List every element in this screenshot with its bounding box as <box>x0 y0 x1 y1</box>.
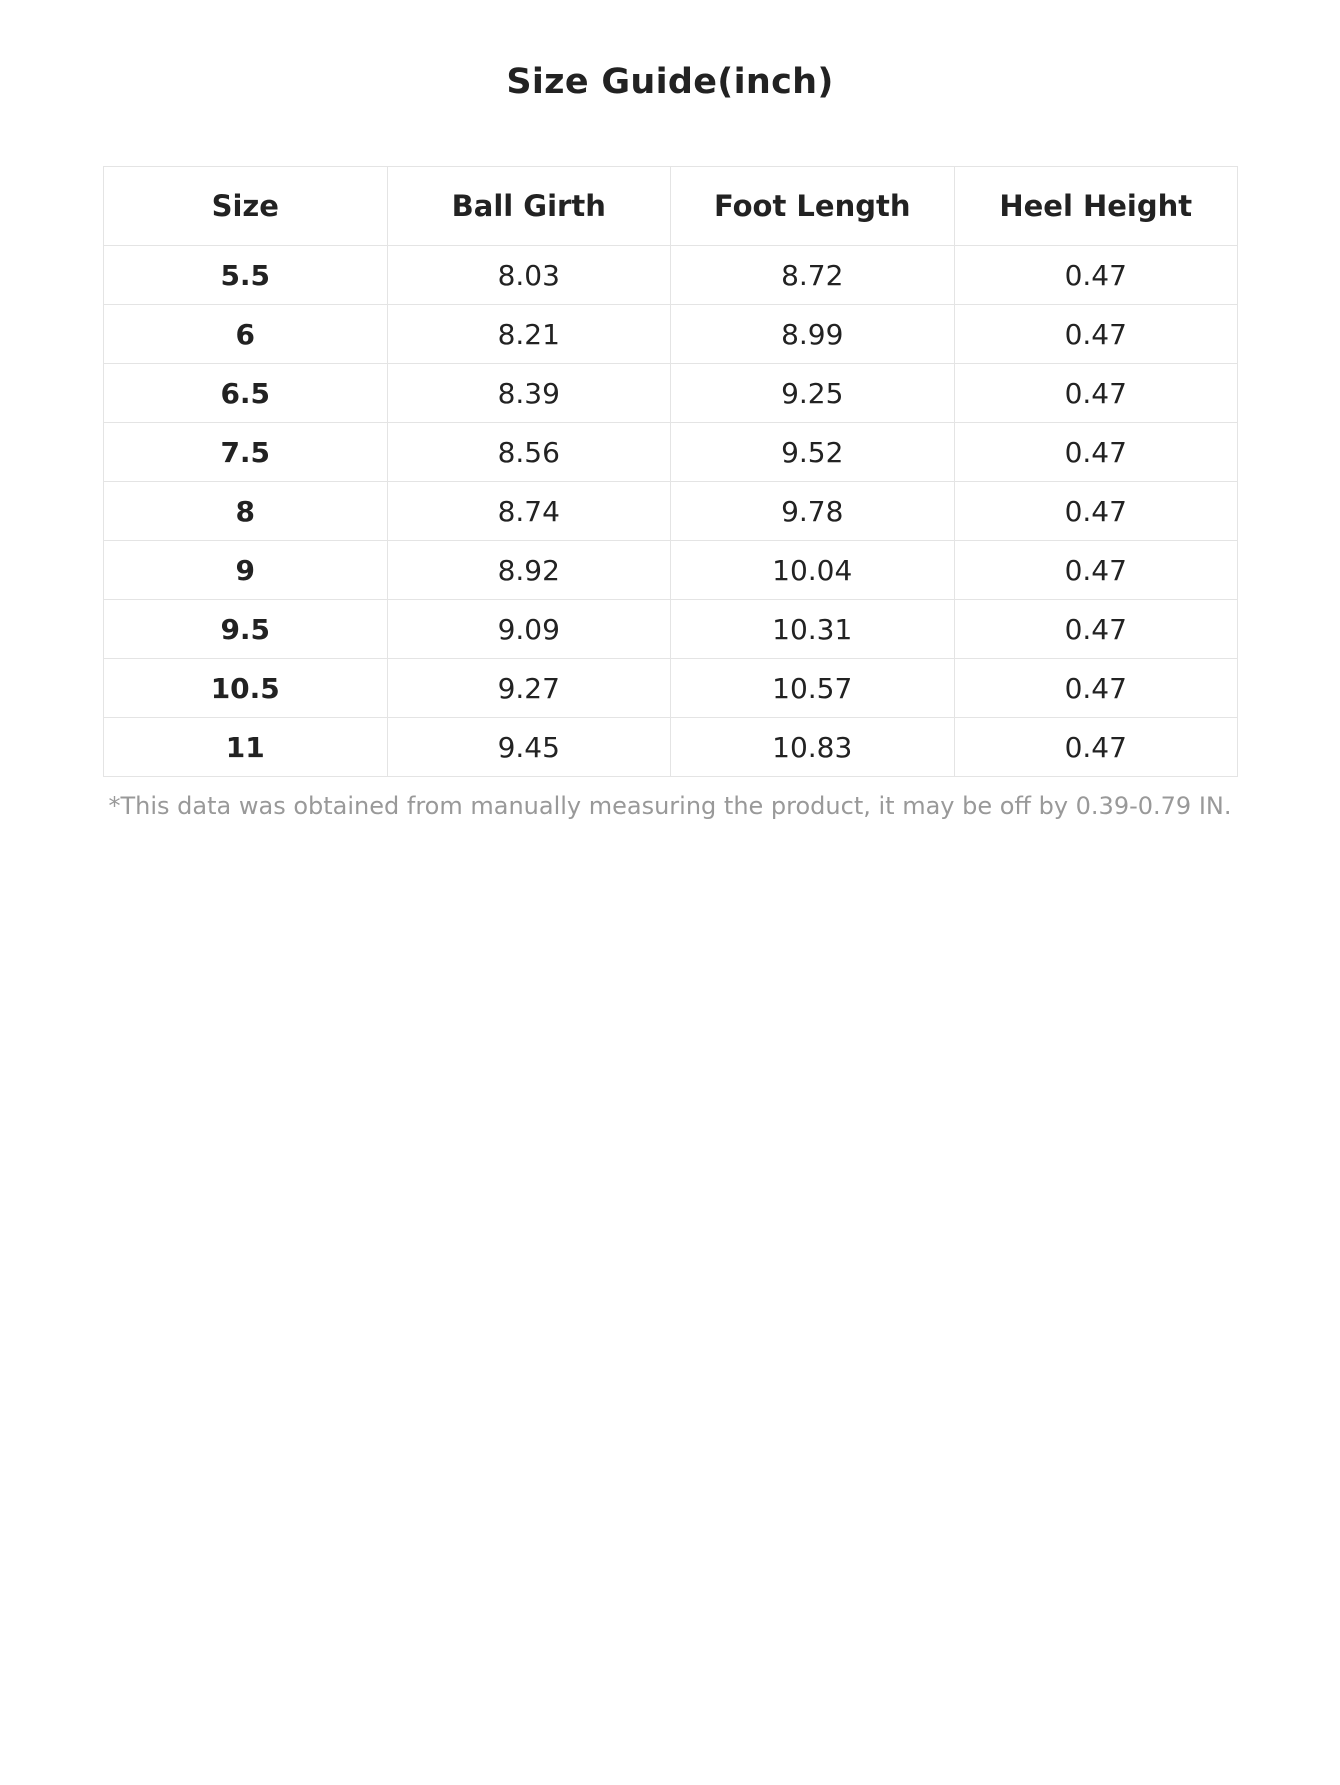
heel-height-cell: 0.47 <box>954 600 1238 659</box>
table-row <box>104 541 1238 600</box>
table-header-row <box>104 167 1238 246</box>
ball-girth-cell: 8.21 <box>387 305 671 364</box>
heel-height-cell: 0.47 <box>954 305 1238 364</box>
size-cell: 5.5 <box>104 246 388 305</box>
table-row <box>104 246 1238 305</box>
foot-length-cell: 10.57 <box>671 659 955 718</box>
ball-girth-cell: 8.39 <box>387 364 671 423</box>
ball-girth-cell: 9.27 <box>387 659 671 718</box>
foot-length-cell: 10.31 <box>671 600 955 659</box>
column-header-ball-girth: Ball Girth <box>387 167 671 246</box>
foot-length-cell: 9.78 <box>671 482 955 541</box>
ball-girth-cell: 8.92 <box>387 541 671 600</box>
heel-height-cell: 0.47 <box>954 364 1238 423</box>
foot-length-cell: 10.83 <box>671 718 955 777</box>
size-cell: 11 <box>104 718 388 777</box>
table-row <box>104 718 1238 777</box>
foot-length-cell: 9.25 <box>671 364 955 423</box>
table-row <box>104 600 1238 659</box>
heel-height-cell: 0.47 <box>954 246 1238 305</box>
column-header-size: Size <box>104 167 388 246</box>
ball-girth-cell: 8.56 <box>387 423 671 482</box>
heel-height-cell: 0.47 <box>954 718 1238 777</box>
size-cell: 9 <box>104 541 388 600</box>
column-header-foot-length: Foot Length <box>671 167 955 246</box>
heel-height-cell: 0.47 <box>954 482 1238 541</box>
table-row <box>104 659 1238 718</box>
column-header-heel-height: Heel Height <box>954 167 1238 246</box>
size-cell: 7.5 <box>104 423 388 482</box>
foot-length-cell: 8.99 <box>671 305 955 364</box>
table-row <box>104 305 1238 364</box>
size-guide-table <box>103 166 1238 777</box>
ball-girth-cell: 8.03 <box>387 246 671 305</box>
heel-height-cell: 0.47 <box>954 423 1238 482</box>
ball-girth-cell: 9.09 <box>387 600 671 659</box>
size-cell: 8 <box>104 482 388 541</box>
size-cell: 6 <box>104 305 388 364</box>
size-cell: 6.5 <box>104 364 388 423</box>
ball-girth-cell: 8.74 <box>387 482 671 541</box>
foot-length-cell: 10.04 <box>671 541 955 600</box>
table-row <box>104 364 1238 423</box>
foot-length-cell: 8.72 <box>671 246 955 305</box>
heel-height-cell: 0.47 <box>954 541 1238 600</box>
table-row <box>104 482 1238 541</box>
page-title: Size Guide(inch) <box>506 62 834 102</box>
heel-height-cell: 0.47 <box>954 659 1238 718</box>
ball-girth-cell: 9.45 <box>387 718 671 777</box>
size-cell: 10.5 <box>104 659 388 718</box>
foot-length-cell: 9.52 <box>671 423 955 482</box>
table-row <box>104 423 1238 482</box>
measurement-disclaimer: *This data was obtained from manually measuring the product, it may be off by 0.39-0.79 IN. <box>108 792 1232 820</box>
size-cell: 9.5 <box>104 600 388 659</box>
